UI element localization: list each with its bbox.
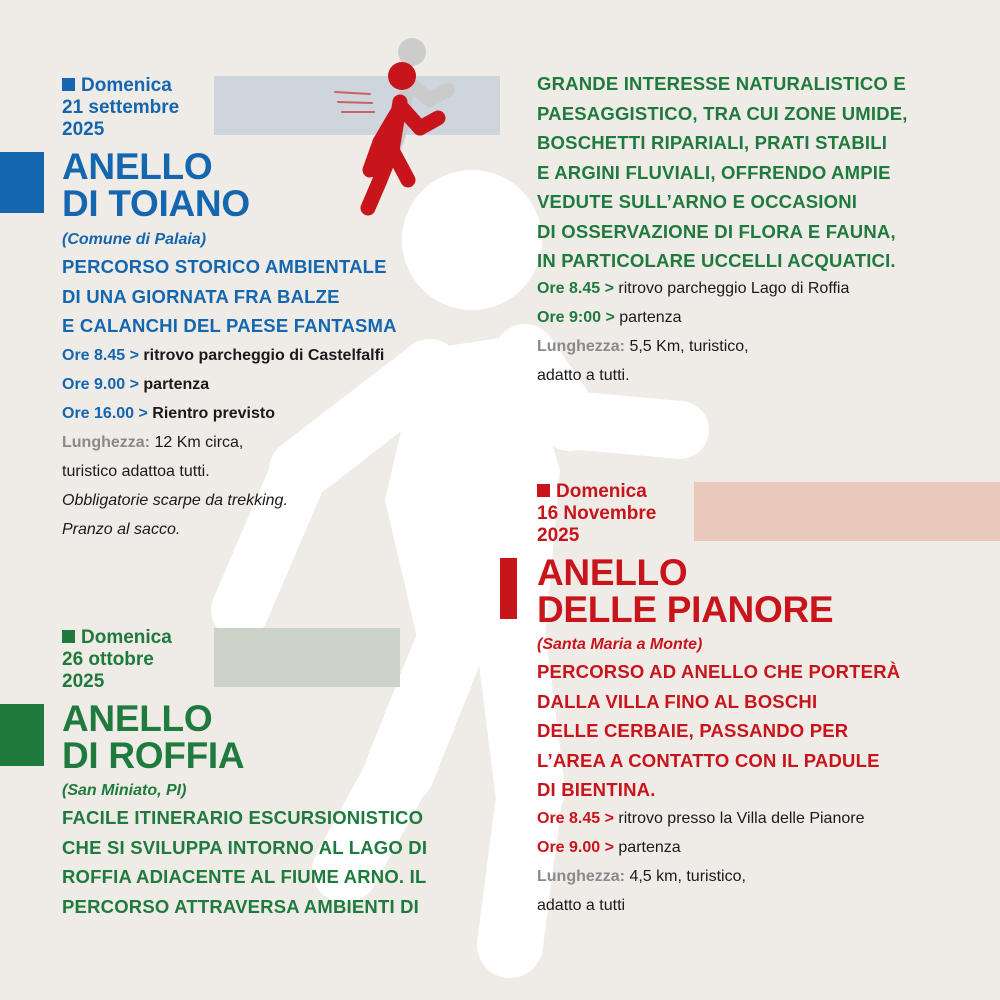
event1-description: PERCORSO STORICO AMBIENTALE DI UNA GIORNATA FRA BALZE E CALANCHI DEL PAESE FANTASMA (62, 256, 397, 336)
decor-band-red (694, 482, 1000, 541)
event1-schedule: Ore 8.45 > ritrovo parcheggio di Castelfalfi Ore 9.00 > partenza Ore 16.00 > Rientro previsto Lunghezza: 12 Km circa, turistico adattoa tutti. Obbligatorie scarpe da trekking. Pranzo al sacco. (62, 347, 385, 538)
event1-date: Domenica 21 settembre 2025 (62, 75, 180, 140)
event2-date: Domenica 26 ottobre 2025 (62, 627, 172, 692)
event3-block (537, 481, 656, 547)
event3-title: ANELLO DELLE PIANORE (537, 552, 834, 630)
event2-block (62, 627, 172, 693)
event2-accent-bar (0, 704, 44, 766)
square-bullet-icon (62, 630, 75, 643)
decor-band-green (214, 628, 400, 687)
running-person-icon (330, 30, 470, 220)
event2-place: (San Miniato, PI) (62, 782, 187, 799)
event2-schedule: Ore 8.45 > ritrovo parcheggio Lago di Roffia Ore 9:00 > partenza Lunghezza: 5,5 Km, turistico, adatto a tutti. (537, 280, 850, 384)
event1-block (62, 75, 179, 141)
event2-title: ANELLO DI ROFFIA (62, 698, 245, 776)
square-bullet-icon (537, 484, 550, 497)
event3-accent-bar (500, 558, 517, 619)
event1-place: (Comune di Palaia) (62, 231, 207, 248)
event3-date: Domenica 16 Novembre 2025 (537, 481, 657, 546)
event3-schedule: Ore 8.45 > ritrovo presso la Villa delle Pianore Ore 9.00 > partenza Lunghezza: 4,5 km, turistico, adatto a tutti (537, 810, 865, 914)
event1-title: ANELLO DI TOIANO (62, 146, 250, 224)
event3-place: (Santa Maria a Monte) (537, 636, 703, 653)
event1-accent-bar (0, 152, 44, 213)
event2-description-left: FACILE ITINERARIO ESCURSIONISTICO CHE SI SVILUPPA INTORNO AL LAGO DI ROFFIA ADIACENTE AL FIUME ARNO. IL PERCORSO ATTRAVERSA AMBIENTI DI (62, 807, 428, 917)
event2-description-right: GRANDE INTERESSE NATURALISTICO E PAESAGGISTICO, TRA CUI ZONE UMIDE, BOSCHETTI RIPARIALI, PRATI STABILI E ARGINI FLUVIALI, OFFRENDO AMPIE VEDUTE SULL’ARNO E OCCASIONI DI OSSERVAZIONE DI FLORA E FAUNA, IN PARTICOLARE UCCELLI ACQUATICI. (537, 73, 908, 271)
square-bullet-icon (62, 78, 75, 91)
event3-description: PERCORSO AD ANELLO CHE PORTERÀ DALLA VILLA FINO AL BOSCHI DELLE CERBAIE, PASSANDO PER L’AREA A CONTATTO CON IL PADULE DI BIENTINA. (537, 661, 901, 800)
